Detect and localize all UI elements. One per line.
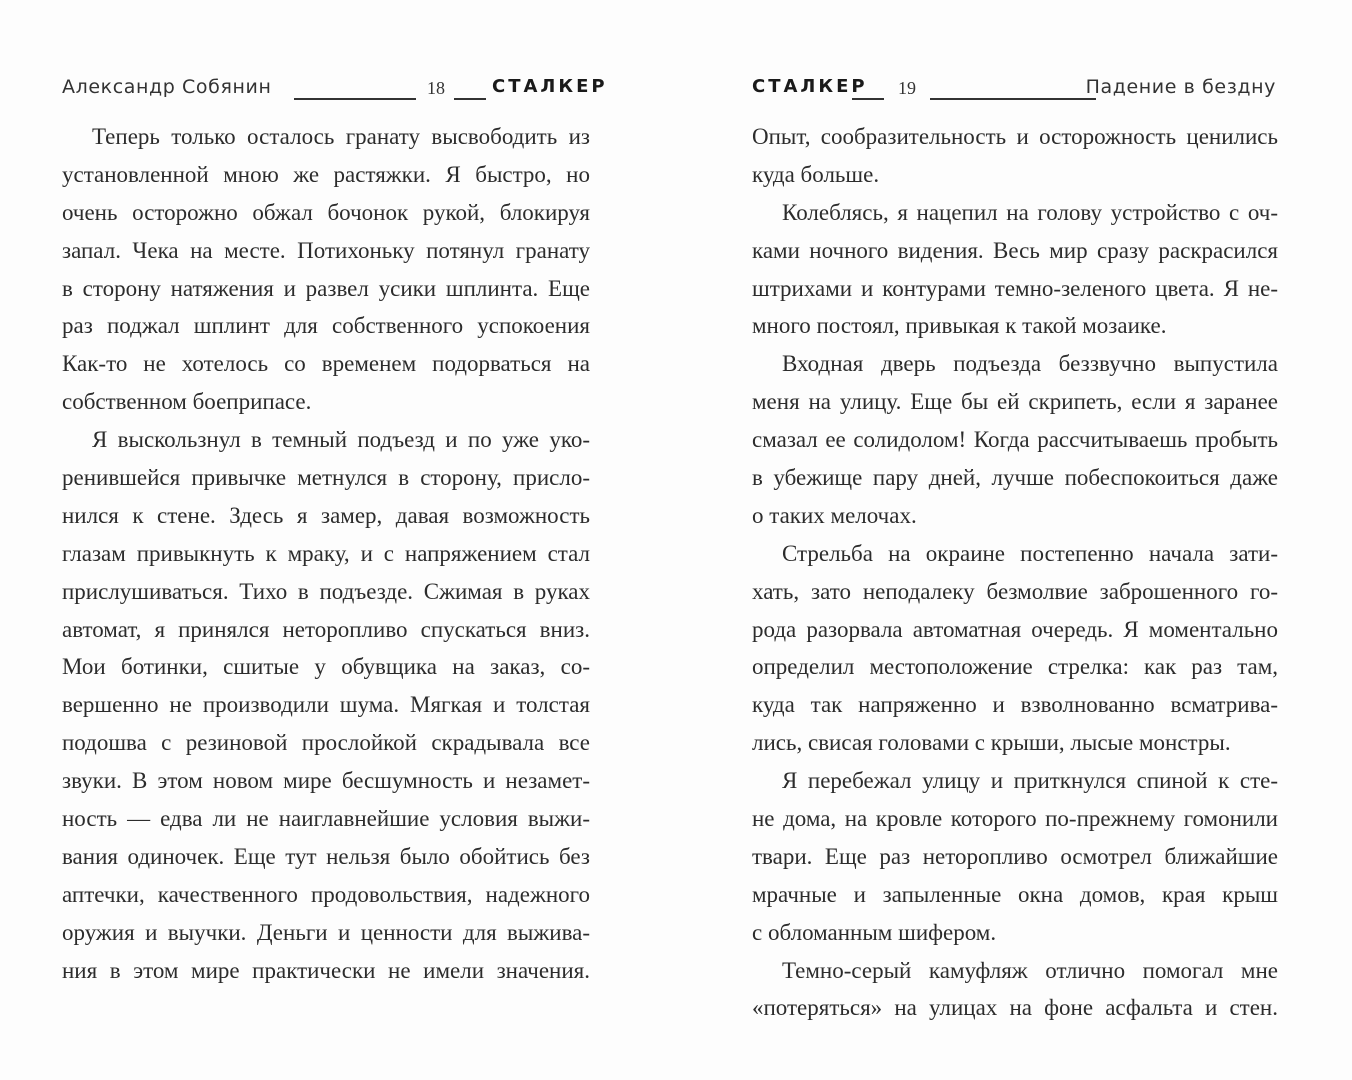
text-line: Я перебежал улицу и приткнулся спиной к сте- — [782, 768, 1278, 794]
text-line: рода разорвала автоматная очередь. Я моментально — [752, 616, 1278, 642]
header-rule — [454, 98, 486, 100]
header-rule — [294, 98, 416, 100]
header-rule — [852, 98, 884, 100]
chapter-title: Падение в бездну — [1085, 76, 1276, 98]
text-line: куда больше. — [752, 161, 880, 187]
text-line: Темно-серый камуфляж отлично помогал мне — [782, 957, 1278, 983]
text-line: о таких мелочах. — [752, 502, 917, 528]
text-line: много постоял, привыкая к такой мозаике. — [752, 313, 1167, 339]
text-line: вания одиночек. Еще тут нельзя было обойтись без — [62, 843, 590, 869]
series-title: СТАЛКЕР — [752, 76, 868, 97]
text-line: в убежище пару дней, лучше побеспокоиться даже — [752, 465, 1278, 491]
text-line: «потеряться» на улицах на фоне асфальта и стен. — [752, 995, 1278, 1021]
page-number: 18 — [427, 78, 445, 98]
right-running-header — [752, 74, 1278, 100]
text-line: очень осторожно обжал бочонок рукой, блокируя — [62, 199, 590, 225]
series-title: СТАЛКЕР — [492, 76, 608, 97]
author-name: Александр Собянин — [62, 76, 272, 98]
text-line: твари. Еще раз неторопливо осмотрел ближайшие — [752, 843, 1278, 869]
text-line: оружия и выучки. Деньги и ценности для выжива- — [62, 919, 590, 945]
text-line: определил местоположение стрелка: как раз там, — [752, 654, 1278, 680]
text-line: прислушиваться. Тихо в подъезде. Сжимая в руках — [62, 578, 590, 604]
left-page-text — [62, 118, 590, 989]
text-line: Как-то не хотелось со временем подорваться на — [62, 351, 590, 377]
text-line: установленной мною же растяжки. Я быстро, но — [62, 161, 590, 187]
text-line: подошва с резиновой прослойкой скрадывала все — [62, 730, 590, 756]
text-line: ками ночного видения. Весь мир сразу раскрасился — [752, 237, 1278, 263]
text-line: меня на улицу. Еще бы ей скрипеть, если я заранее — [752, 389, 1278, 415]
text-line: аптечки, качественного продовольствия, надежного — [62, 881, 590, 907]
text-line: глазам привыкнуть к мраку, и с напряжением стал — [62, 540, 590, 566]
text-line: автомат, я принялся неторопливо спускаться вниз. — [62, 616, 590, 642]
text-line: лись, свисая головами с крыши, лысые монстры. — [752, 730, 1231, 756]
text-line: раз поджал шплинт для собственного успокоения — [62, 313, 590, 339]
text-line: ность — едва ли не наиглавнейшие условия выжи- — [62, 806, 590, 832]
text-line: Колеблясь, я нацепил на голову устройство с оч- — [782, 199, 1278, 225]
text-line: Входная дверь подъезда беззвучно выпустила — [782, 351, 1278, 377]
right-page — [752, 0, 1278, 1080]
text-line: в сторону натяжения и развел усики шплинта. Еще — [62, 275, 590, 301]
page-number: 19 — [898, 78, 916, 98]
text-line: Мои ботинки, сшитые у обувщика на заказ, со- — [62, 654, 590, 680]
text-line: запал. Чека на месте. Потихоньку потянул гранату — [62, 237, 590, 263]
text-line: ния в этом мире практически не имели значения. — [62, 957, 590, 983]
text-line: ренившейся привычке метнулся в сторону, присло- — [62, 465, 590, 491]
text-line: с обломанным шифером. — [752, 919, 997, 945]
text-line: мрачные и запыленные окна домов, края крыш — [752, 881, 1278, 907]
text-line: нился к стене. Здесь я замер, давая возможность — [62, 502, 590, 528]
text-line: смазал ее солидолом! Когда рассчитываешь пробыть — [752, 427, 1278, 453]
text-line: Я выскользнул в темный подъезд и по уже уко- — [92, 427, 590, 453]
left-page — [62, 0, 608, 1080]
left-running-header — [62, 74, 608, 100]
text-line: собственном боеприпасе. — [62, 389, 312, 415]
text-line: куда так напряженно и взволнованно всматрива- — [752, 692, 1278, 718]
text-line: штрихами и контурами темно-зеленого цвета. Я не- — [752, 275, 1278, 301]
text-line: Опыт, сообразительность и осторожность ценились — [752, 124, 1278, 149]
text-line: Стрельба на окраине постепенно начала зати- — [782, 540, 1278, 566]
text-line: вершенно не производили шума. Мягкая и толстая — [62, 692, 590, 718]
text-line: звуки. В этом новом мире бесшумность и незамет- — [62, 768, 590, 794]
text-line: Теперь только осталось гранату высвободить из — [92, 124, 590, 149]
text-line: не дома, на кровле которого по-прежнему гомонили — [752, 806, 1278, 832]
right-page-text — [752, 118, 1278, 1027]
text-line: хать, зато неподалеку безмолвие заброшенного го- — [752, 578, 1278, 604]
header-rule — [930, 98, 1096, 100]
